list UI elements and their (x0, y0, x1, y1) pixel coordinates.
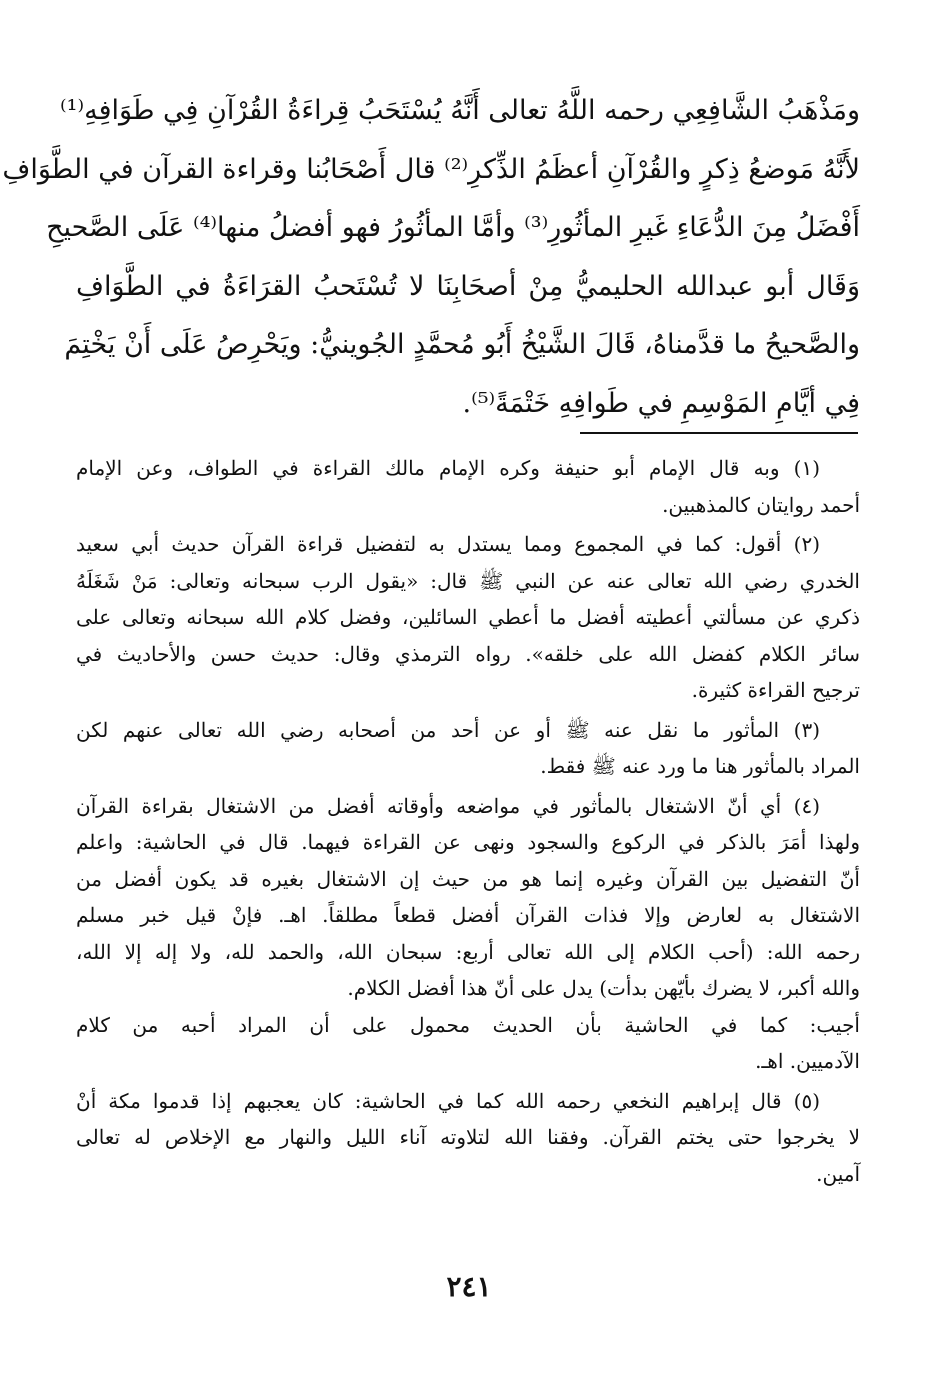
footnote-line: (٢) أقول: كما في المجموع ومما يستدل به لتفضيل قراءة القرآن حديث أبي سعيد (76, 532, 820, 556)
footnote-line: المراد بالمأثور هنا ما ورد عنه ﷺ فقط. (540, 754, 860, 778)
footnote-line: سائر الكلام كفضل الله على خلقه». رواه الترمذي وقال: حديث حسن والأحاديث في (76, 641, 860, 666)
main-text (2, 82, 860, 433)
footnote-3 (76, 712, 860, 785)
footnote-2 (76, 526, 860, 709)
footnote-line: الآدميين. اهـ. (755, 1049, 860, 1073)
footnote-line: لا يخرجوا حتى يختم القرآن. وفقنا الله لتلاوته آناء الليل والنهار مع الإخلاص له تعالى (76, 1125, 860, 1149)
footnote-line: (٣) المأثور ما نقل عنه ﷺ أو عن أحد من أصحابه رضي الله تعالى عنهم لكن (76, 717, 820, 742)
footnote-line: (٤) أي أنّ الاشتغال بالمأثور في مواضعه وأوقاته أفضل من الاشتغال بقراءة القرآن (76, 793, 820, 818)
footnote-line: (٥) قال إبراهيم النخعي رحمه الله كما في الحاشية: كان يعجبهم إذا قدموا مكة أنْ (76, 1088, 820, 1113)
main-line: أَفْضَلُ مِنَ الدُّعَاءِ غَيرِ المأثُورِ⁽³⁾ وأمَّا المأثُورُ فهو أفضلُ منها⁽⁴⁾ عَلَى الصَّحيحِ (46, 212, 860, 243)
main-line: فِي أيَّامِ المَوْسِمِ في طَوافِهِ خَتْمَةً⁽⁵⁾. (462, 387, 860, 419)
page-number: ٢٤١ (446, 1270, 492, 1303)
footnote-line: (١) وبه قال الإمام أبو حنيفة وكره الإمام مالك القراءة في الطواف، وعن الإمام (76, 456, 820, 480)
footnote-line: ذكري عن مسألتي أعطيته أفضل ما أعطي السائلين، وفضل كلام الله سبحانه وتعالى على (76, 605, 861, 629)
main-line: ومَذْهَبُ الشَّافِعِي رحمه اللَّهُ تعالى أَنَّهُ يُسْتَحَبُ قِراءَةُ القُرْآنِ فِي طَوَافِهِ⁽¹⁾ (60, 95, 860, 126)
main-line: وَقَال أبو عبدالله الحليميُّ مِنْ أصحَابِنَا لا تُسْتَحبُ القرَاءَةُ في الطَّوَافِ (76, 270, 860, 302)
footnote-1 (76, 450, 860, 523)
footnote-line: الخدري رضي الله تعالى عنه عن النبي ﷺ قال: «يقول الرب سبحانه وتعالى: مَنْ شَغَلَهُ (76, 568, 860, 593)
footnotes (76, 450, 860, 1195)
footnote-divider (580, 432, 858, 434)
footnote-line: أنّ التفضيل بين القرآن وغيره إنما هو من حيث إن الاشتغال بغيره قد يكون أفضل من (76, 866, 860, 891)
main-line: والصَّحيحُ ما قدَّمناهُ، قَالَ الشَّيْخُ أَبُو مُحمَّدٍ الجُوينيُّ: ويَحْرِصُ عَلَى أَنْ يَخْتِمَ (64, 329, 860, 360)
footnote-line: ولهذا أمَرَ بالذكر في الركوع والسجود ونهى عن القراءة فيهما. قال في الحاشية: واعلم (76, 830, 860, 854)
footnote-line: والله أكبر، لا يضرك بأيّهن بدأت) يدل على أنّ هذا أفضل الكلام. (347, 976, 860, 1000)
footnote-line: أجيب: كما في الحاشية بأن الحديث محمول على أن المراد أحبه من كلام (76, 1012, 860, 1037)
footnote-4 (76, 788, 860, 1080)
main-line: لأَنَّهُ مَوضعُ ذِكرٍ والقُرْآنِ أعظَمُ الذِّكرِ⁽²⁾ قال أَصْحَابُنا وقراءة القرآن في الطَّوَافِ (2, 153, 860, 185)
footnote-line: أحمد روايتان كالمذهبين. (662, 492, 860, 517)
footnote-line: آمين. (816, 1161, 860, 1186)
footnote-line: رحمه الله: (أحب الكلام إلى الله تعالى أربع: سبحان الله، والحمد لله، ولا إله إلا الله، (76, 939, 860, 964)
footnote-line: ترجيح القراءة كثيرة. (691, 678, 860, 702)
footnote-line: الاشتغال به لعارض وإلا فذات القرآن أفضل قطعاً مطلقاً. اهـ. فإنْ قيل خبر مسلم (76, 903, 860, 927)
footnote-5 (76, 1083, 860, 1193)
